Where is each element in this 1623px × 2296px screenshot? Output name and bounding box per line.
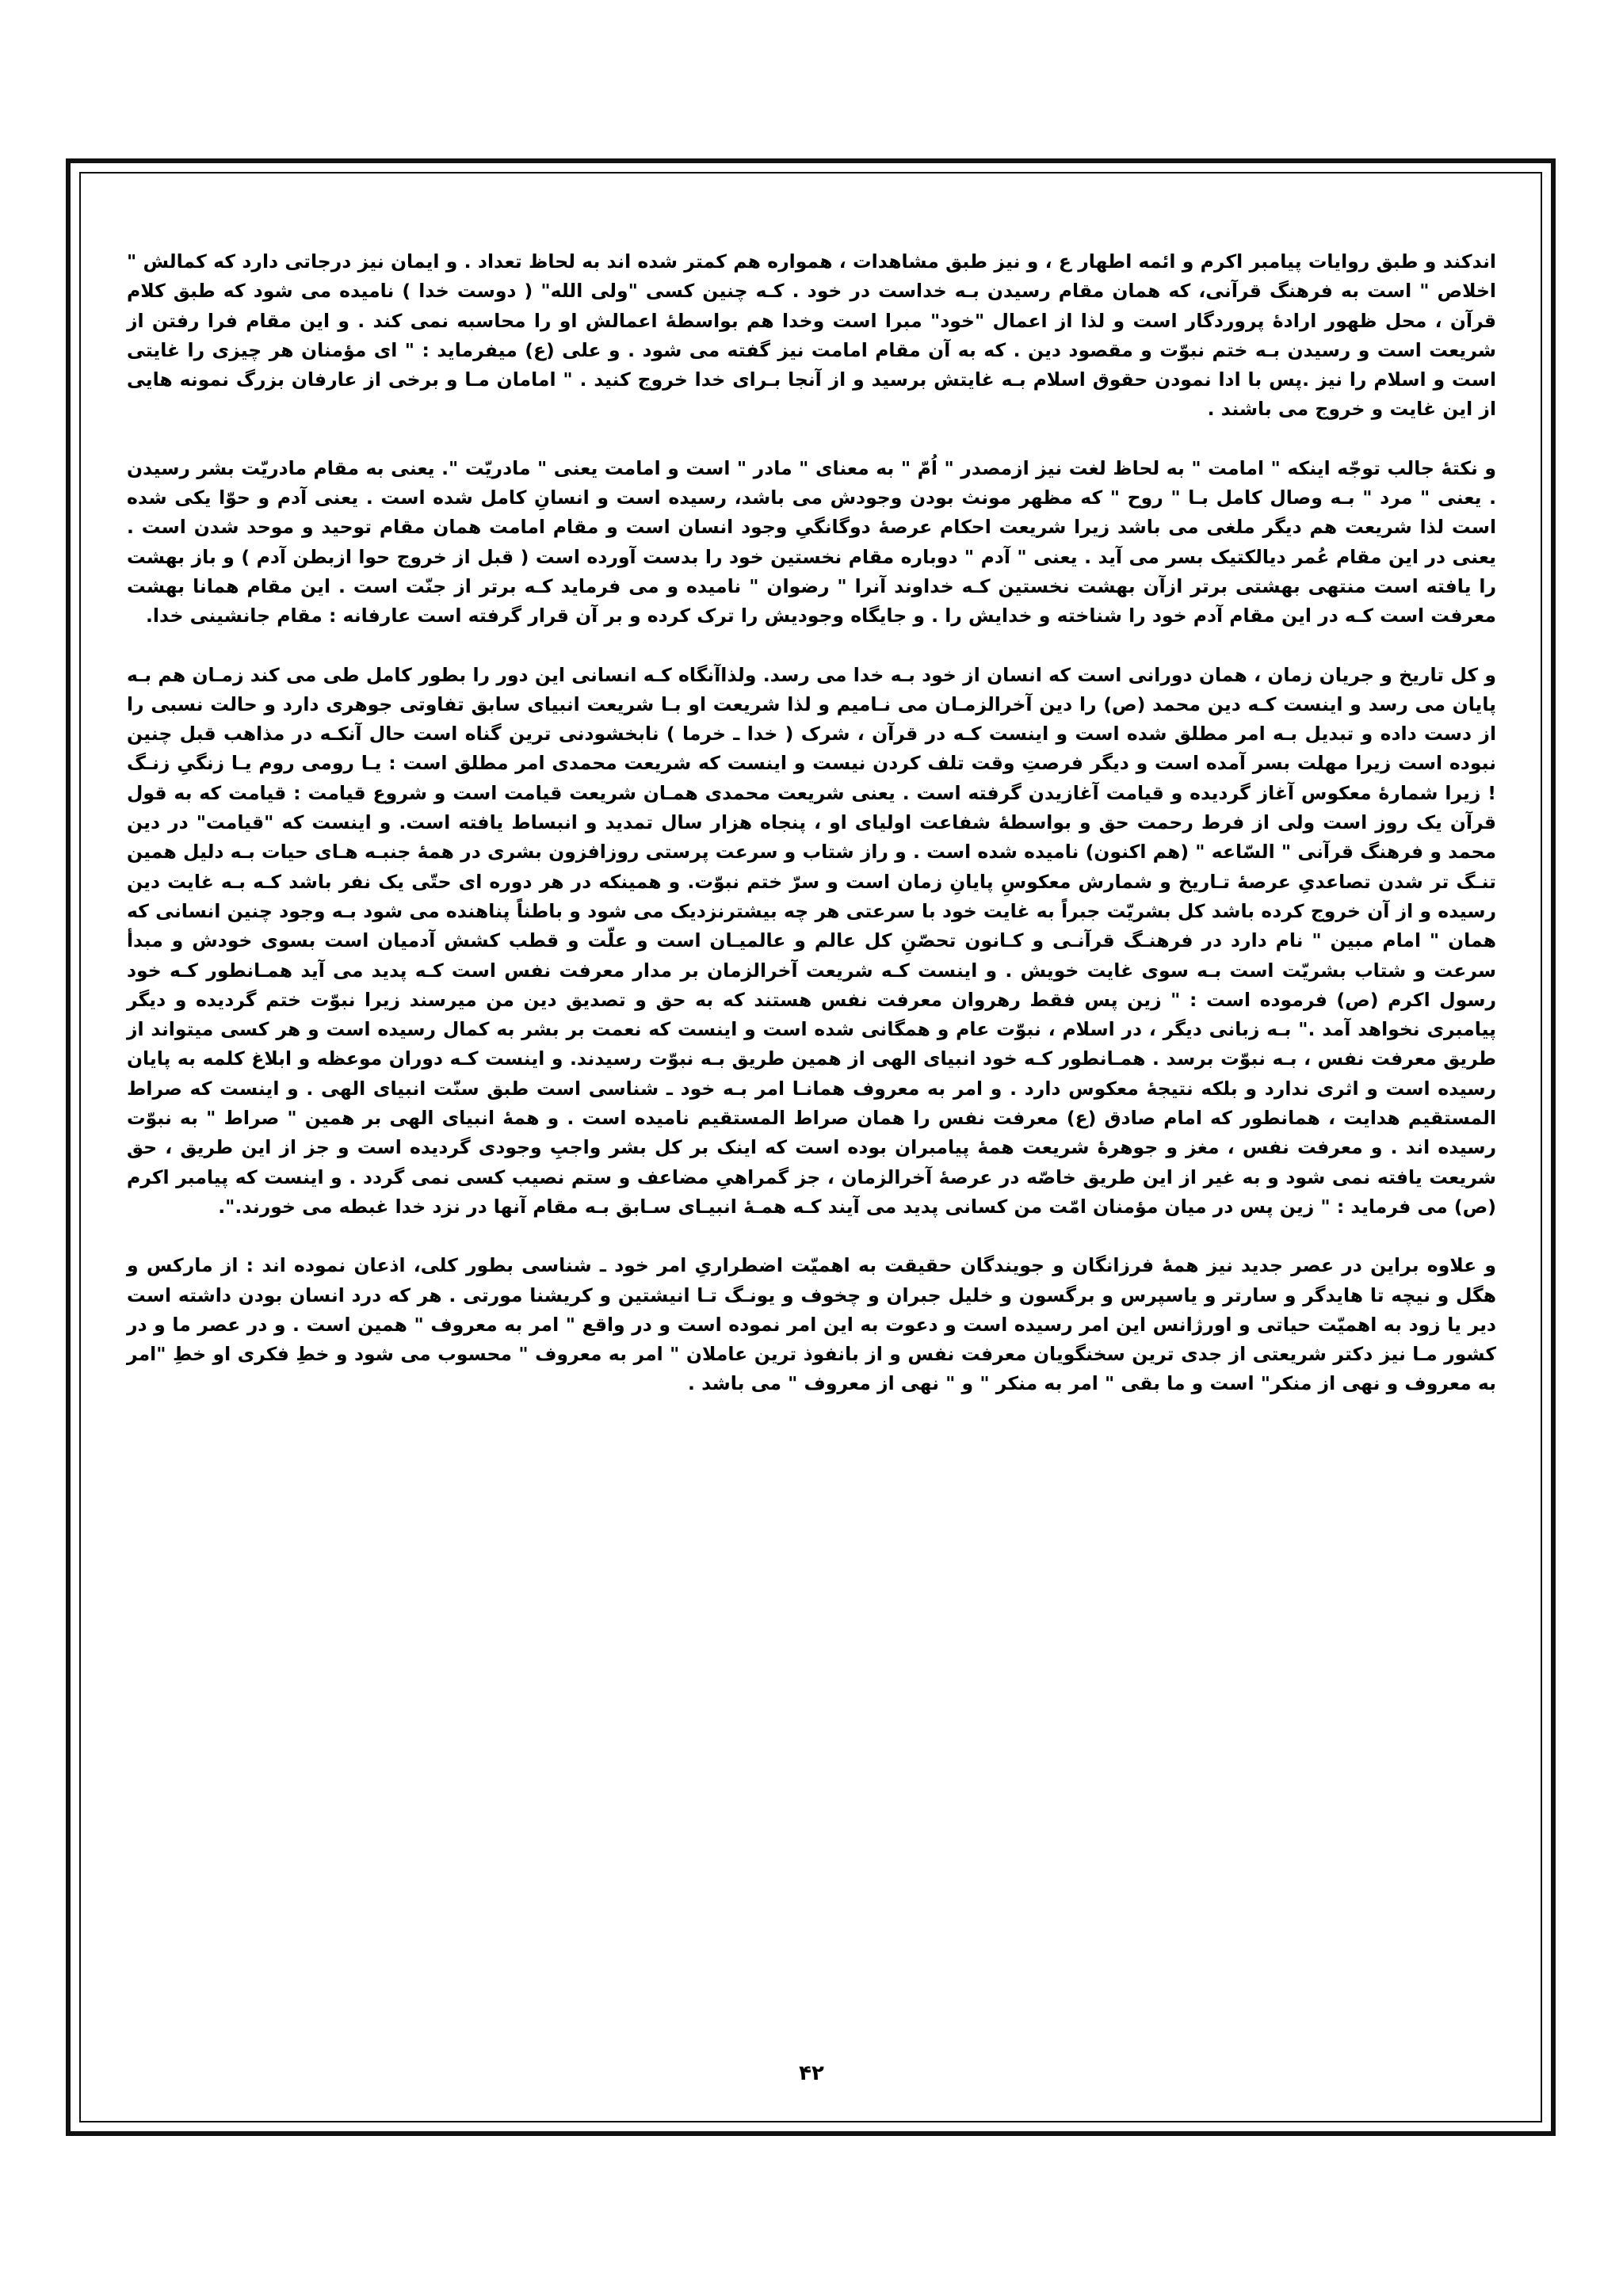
paragraph-1: اندکند و طبق روایات پیامبر اکرم و ائمه اطهار ع ، و نیز طبق مشاهدات ، همواره هم کمتر شده اند به لحاظ تعداد . و ایمان نیز درجاتی دارد که کمالش " اخلاص " است به فرهنگ قرآنی، که همان مقام رسیدن بـه خداست در خود . کـه چنین کسی "ولی الله" ( دوست خدا ) نامیده می شود که طبق کلام قرآن ، محل ظهور ارادهٔ پروردگار است و لذا از اعمال "خود" مبرا است وخدا هم بواسطهٔ اعمالش او را محاسبه نمی کند . و این مقام فرا رفتن از شریعت است و رسیدن بـه ختم نبوّت و مقصود دین . که به آن مقام امامت نیز گفته می شود . و علی (ع) میفرماید : " ای مؤمنان هر چیزی را غایتی است و اسلام را نیز .پس با ادا نمودن حقوق اسلام بـه غایتش برسید و از آنجا بـرای خدا خروج کنید . " امامان مـا و برخی از عارفان بزرگ نمونه هایی از این غایت و خروج می باشند . xyxy=(127,250,1496,421)
paragraph-4: و علاوه براین در عصر جدید نیز همهٔ فرزانگان و جویندگان حقیقت به اهمیّت اضطراریِ امر خود ـ شناسی بطور کلی، اذعان نموده اند : از مارکس و هگل و نیچه تا هایدگر و سارتر و یاسپرس و برگسون و خلیل جبران و چخوف و یونـگ تـا انیشتین و کریشنا مورتی . هر که درد انسان بودن داشته است دیر یا زود به اهمیّت حیاتی و اورژانس این امر رسیده است و دعوت به این امر نموده است و در واقع " امر به معروف " همین است . و در عصر ما و در کشور مـا نیز دکتر شریعتی از جدی ترین سخنگویان معرفت نفس و از بانفوذ ترین عاملان " امر به معروف " محسوب می شود و خطِ فکری او خطِ "امر به معروف و نهی از منکر" است و ما بقی " امر به منکر " و " نهی از معروف " می باشد . xyxy=(127,1254,1496,1395)
paragraph-2: و نکتهٔ جالب توجّه اینکه " امامت " به لحاظ لغت نیز ازمصدر " اُمّ " به معنای " مادر " است و امامت یعنی " مادریّت ". یعنی به مقام مادریّت بشر رسیدن . یعنی " مرد " بـه وصال کامل بـا " روح " که مظهر مونث بودن وجودش می باشد، رسیده است و انسانِ کامل شده است . یعنی آدم و حوّا یکی شده است لذا شریعت هم دیگر ملغی می باشد زیرا شریعت احکام عرصهٔ دوگانگیِ وجود انسان است و مقام امامت همان مقام توحید و موحد شدن است . یعنی در این مقام عُمر دیالکتیک بسر می آید . یعنی " آدم " دوباره مقام نخستین خود را بدست آورده است ( قبل از خروج حوا ازبطن آدم ) و باز بهشت را یافته است منتهی بهشتی برتر ازآن بهشت نخستین کـه خداوند آنرا " رضوان " نامیده و می فرماید کـه برتر از جنّت است . این مقام همانا بهشت معرفت است کـه در این مقام آدم خود را شناخته و خدایش را . و جایگاه وجودیش را ترک کرده و بر آن قرار گرفته است عارفانه : مقام جانشینی خدا. xyxy=(127,456,1496,627)
paragraph-3: و کل تاریخ و جریان زمان ، همان دورانی است که انسان از خود بـه خدا می رسد. ولذاآنگاه کـه انسانی این دور را بطور کامل طی می کند زمـان هم بـه پایان می رسد و اینست کـه دین محمد (ص) را دین آخرالزمـان می نـامیم و لذا شریعت او بـا شریعت انبیای سابق تفاوتی جوهری دارد و حالت نسبی را از دست داده و تبدیل بـه امر مطلق شده است و اینست کـه در قرآن ، شرک ( خدا ـ خرما ) نابخشودنی ترین گناه است حال آنکـه در مذاهب قبل چنین نبوده است زیرا مهلت بسر آمده است و دیگر فرصتِ وقت تلف کردن نیست و اینست که شریعت محمدی امر مطلق است : یـا رومی روم یـا زنگیِ زنـگ ! زیرا شمارهٔ معکوس آغاز گردیده و قیامت آغازیدن گرفته است . یعنی شریعت محمدی همـان شریعت قیامت است و شروع قیامت : قیامت که به قول قرآن یک روز است ولی از فرط رحمت حق و بواسطهٔ شفاعت اولیای او ، پنجاه هزار سال تمدید و انبساط یافته است. و اینست که "قیامت" در دین محمد و فرهنگ قرآنی " السّاعه " (هم اکنون) نامیده شده است . و راز شتاب و سرعت پرستی روزافزون بشری در همهٔ جنبـه هـای حیات بـه دلیل همین تنـگ تر شدن تصاعدیِ عرصهٔ تـاریخ و شمارش معکوسِ پایانِ زمان است و سرّ ختم نبوّت. و همینکه در هر دوره ای حتّی یک نفر باشد کـه بـه غایت دین رسیده و از آن خروج کرده باشد کل بشریّت جبراً به غایت خود با سرعتی هر چه بیشترنزدیک می شود و باطناً پناهنده می شود بـه وجود چنین انسانی که همان " امام مبین " نام دارد در فرهنـگ قرآنـی و کـانون تحصّنِ کل عالم و عالمیـان است و علّت و قطب کشش آدمیان است بسوی خودش و مبدأ سرعت و شتاب بشریّت است بـه سوی غایت خویش . و اینست کـه شریعت آخرالزمان بر مدار معرفت نفس است کـه پدید می آید همـانطور کـه خود رسول اکرم (ص) فرموده است : " زین پس فقط رهروان معرفت نفس هستند که به حق و تصدیق دین من میرسند زیرا نبوّت ختم گردیده و دیگر پیامبری نخواهد آمد ." بـه زبانی دیگر ، در اسلام ، نبوّت عام و همگانی شده است و اینست که نعمت بر بشر به کمال رسیده است و هر کسی میتواند از طریق معرفت نفس ، بـه نبوّت برسد . همـانطور کـه خود انبیای الهی از همین طریق بـه نبوّت رسیدند. و اینست کـه دوران موعظه و ابلاغ کلمه به پایان رسیده است و اثری ندارد و بلکه نتیجهٔ معکوس دارد . و امر به معروف همانـا امر بـه خود ـ شناسی است طبق سنّت انبیای الهی . و اینست که صراط المستقیم هدایت ، همانطور که امام صادق (ع) معرفت نفس را همان صراط المستقیم نامیده است . و همهٔ انبیای الهی بر همین " صراط " به نبوّت رسیده اند . و معرفت نفس ، مغز و جوهرهٔ شریعت همهٔ پیامبران بوده است که اینک بر کل بشر واجبِ وجودی گردیده است و جز از این طریق ، حق شریعت یافته نمی شود و به غیر از این طریق خاصّه در عرصهٔ آخرالزمان ، جز گمراهیِ مضاعف و ستم نصیب کسی نمی گردد . و اینست که پیامبر اکرم (ص) می فرماید : " زین پس در میان مؤمنان امّت من کسانی پدید می آیند کـه همـهٔ انبیـای سـابق بـه مقام آنها در نزد خدا غبطه می خورند.". xyxy=(127,663,1496,1218)
page-number: ۴۲ xyxy=(799,2061,824,2085)
page-body xyxy=(127,247,1496,1428)
